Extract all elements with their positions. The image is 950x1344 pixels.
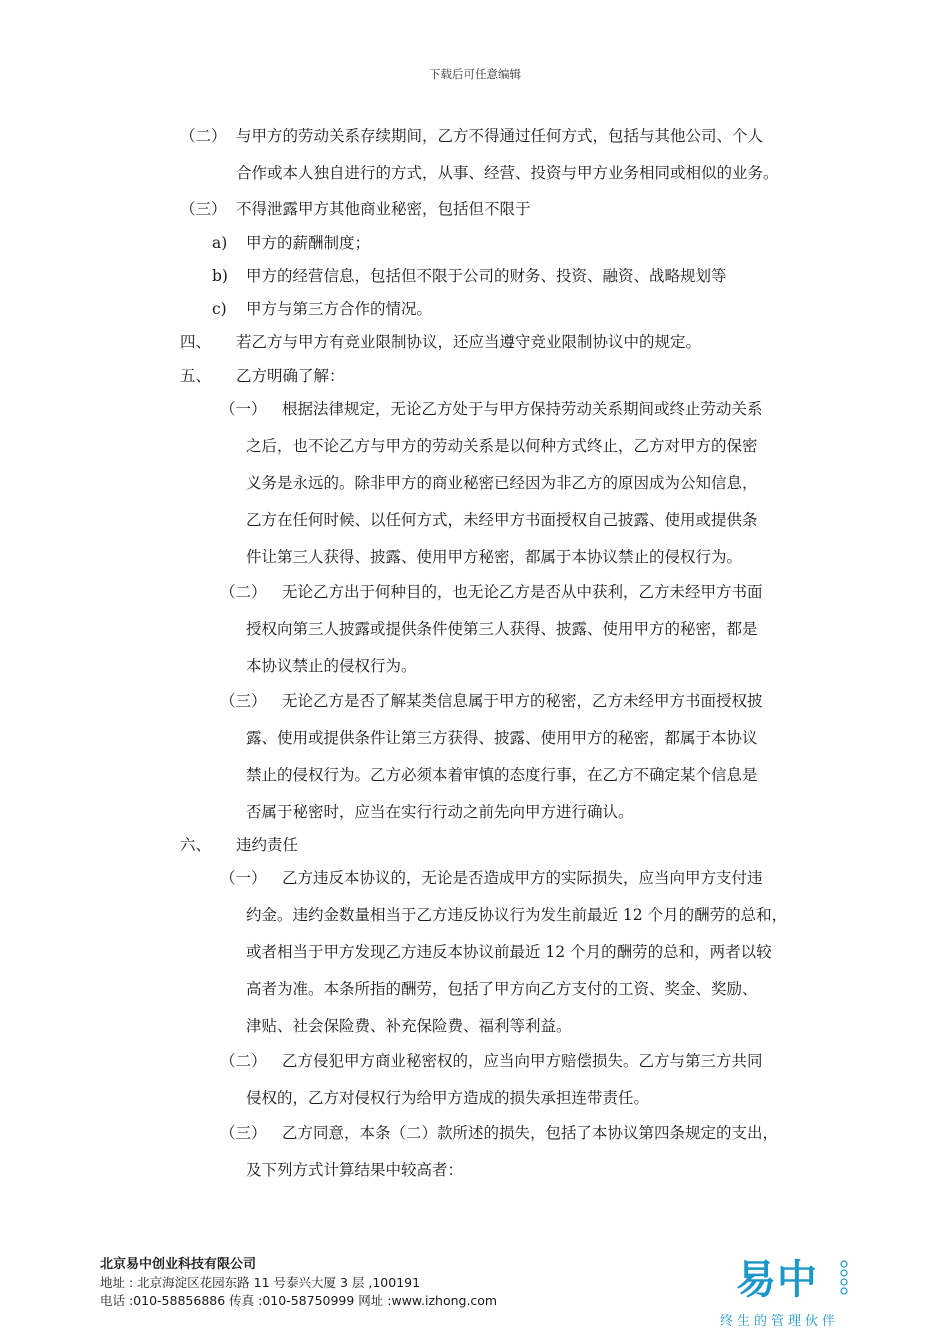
clause-text: 无论乙方出于何种目的，也无论乙方是否从中获利，乙方未经甲方书面	[282, 583, 763, 601]
logo-slogan: 终生的管理伙伴	[720, 1314, 840, 1329]
footer-address: 地址 : 北京海淀区花园东路 11 号泰兴大厦 3 层 ,100191	[100, 1275, 421, 1290]
clause-number: 四、	[180, 333, 212, 351]
clause-number: a)	[212, 234, 228, 252]
logo-seal-icon	[840, 1260, 848, 1298]
clause-number: （三）	[180, 200, 227, 218]
clause-number: （二）	[180, 127, 227, 145]
clause-text: 甲方的经营信息，包括但不限于公司的财务、投资、融资、战略规划等	[246, 267, 727, 285]
clause-text: 若乙方与甲方有竞业限制协议，还应当遵守竞业限制协议中的规定。	[236, 333, 702, 351]
clause-text: 本协议禁止的侵权行为。	[246, 657, 417, 675]
clause-text: 否属于秘密时，应当在实行行动之前先向甲方进行确认。	[246, 803, 634, 821]
page-header: 下载后可任意编辑	[429, 67, 521, 81]
clause-text: 乙方同意，本条（二）款所述的损失，包括了本协议第四条规定的支出，	[282, 1124, 779, 1142]
clause-text: 或者相当于甲方发现乙方违反本协议前最近 12 个月的酬劳的总和，两者以较	[246, 943, 772, 961]
clause-text: 乙方侵犯甲方商业秘密权的，应当向甲方赔偿损失。乙方与第三方共同	[282, 1052, 763, 1070]
footer	[100, 1256, 497, 1310]
clause-number: （一）	[220, 400, 267, 418]
clause-text: 高者为准。本条所指的酬劳，包括了甲方向乙方支付的工资、奖金、奖励、	[246, 980, 758, 998]
clause-text: 根据法律规定，无论乙方处于与甲方保持劳动关系期间或终止劳动关系	[282, 400, 763, 418]
clause-text: 无论乙方是否了解某类信息属于甲方的秘密，乙方未经甲方书面授权披	[282, 692, 763, 710]
clause-number: （三）	[220, 1124, 267, 1142]
footer-company: 北京易中创业科技有限公司	[100, 1257, 257, 1272]
clause-text: 义务是永远的。除非甲方的商业秘密已经因为非乙方的原因成为公知信息，	[246, 474, 758, 492]
clause-text: 件让第三人获得、披露、使用甲方秘密，都属于本协议禁止的侵权行为。	[246, 548, 743, 566]
clause-text: 露、使用或提供条件让第三方获得、披露、使用甲方的秘密，都属于本协议	[246, 729, 758, 747]
clause-text: 乙方在任何时候、以任何方式，未经甲方书面授权自己披露、使用或提供条	[246, 511, 758, 529]
clause-number: c)	[212, 300, 227, 318]
clause-number: （三）	[220, 692, 267, 710]
clause-text: 授权向第三人披露或提供条件使第三人获得、披露、使用甲方的秘密，都是	[246, 620, 758, 638]
clause-text: 禁止的侵权行为。乙方必须本着审慎的态度行事，在乙方不确定某个信息是	[246, 766, 758, 784]
clause-text: 约金。违约金数量相当于乙方违反协议行为发生前最近 12 个月的酬劳的总和，	[246, 906, 788, 924]
clause-number: （一）	[220, 869, 267, 887]
footer-contact: 电话 :010-58856886 传真 :010-58750999 网址 :www.izhong.com	[100, 1293, 498, 1308]
clause-text: 与甲方的劳动关系存续期间，乙方不得通过任何方式，包括与其他公司、个人	[236, 127, 764, 145]
clause-number: 六、	[180, 836, 212, 854]
clause-text: 津贴、社会保险费、补充保险费、福利等利益。	[246, 1017, 572, 1035]
clause-text: 之后，也不论乙方与甲方的劳动关系是以何种方式终止，乙方对甲方的保密	[246, 437, 758, 455]
company-logo	[720, 1256, 866, 1336]
clause-text: 违约责任	[236, 836, 299, 854]
logo-mark: 易中	[736, 1257, 818, 1303]
clause-number: （二）	[220, 1052, 267, 1070]
clause-text: 侵权的，乙方对侵权行为给甲方造成的损失承担连带责任。	[246, 1089, 650, 1107]
clause-text: 乙方明确了解：	[236, 367, 345, 385]
clause-number: b)	[212, 267, 228, 285]
clause-number: 五、	[180, 367, 212, 385]
clause-text: 合作或本人独自进行的方式，从事、经营、投资与甲方业务相同或相似的业务。	[236, 164, 779, 182]
clause-text: 不得泄露甲方其他商业秘密，包括但不限于	[236, 200, 531, 218]
clause-text: 乙方违反本协议的，无论是否造成甲方的实际损失，应当向甲方支付违	[282, 869, 763, 887]
clause-text: 甲方与第三方合作的情况。	[246, 300, 433, 318]
clause-text: 甲方的薪酬制度；	[246, 234, 371, 252]
clause-number: （二）	[220, 583, 267, 601]
clause-text: 及下列方式计算结果中较高者：	[246, 1161, 464, 1179]
